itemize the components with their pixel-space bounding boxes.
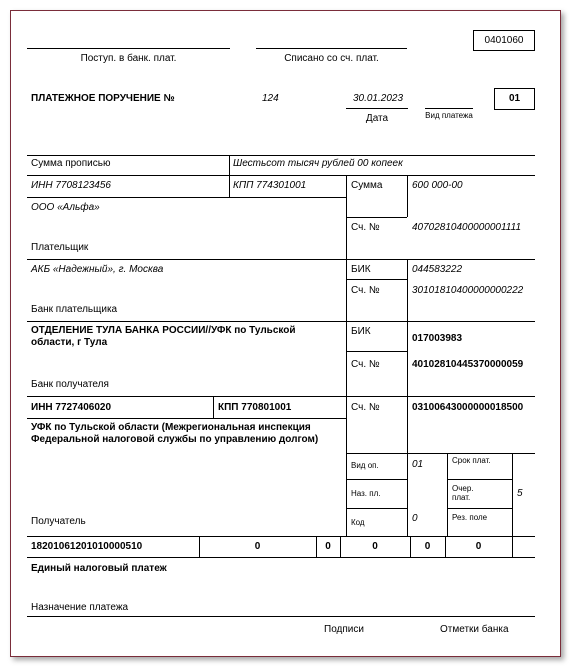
order-label: Очер. плат. [452,484,474,502]
date-label: Дата [365,113,389,124]
payee-inn: ИНН 7727406020 [31,402,112,413]
payer-label: Плательщик [31,242,89,253]
payer-inn: ИНН 7708123456 [31,180,111,191]
rule-tax-6 [512,536,513,557]
status-code: 01 [508,93,521,104]
tax-okato: 0 [254,541,261,552]
purpose-text: Единый налоговый платеж [31,563,167,574]
received-line [27,48,230,49]
rule-payer-inn-bottom [27,197,346,198]
tax-kbk: 18201061201010000510 [31,541,143,552]
bank-marks-label: Отметки банка [440,624,509,635]
rule-col1 [346,175,347,536]
purpose-label: Назначение платежа [31,602,129,613]
form-code: 0401060 [484,35,524,46]
received-label: Поступ. в банк. плат. [80,53,177,64]
payer-bank-label: Банк плательщика [31,304,118,315]
rule-payee-bank-bottom [27,396,535,397]
rule-codes-col3 [447,453,448,536]
rule-codes-top [346,453,535,454]
rule-amount-words-bottom [27,175,535,176]
payee-account-label: Сч. № [351,402,380,413]
payee-bank-account: 40102810445370000059 [412,359,524,370]
payer-bank-account-label: Сч. № [351,285,380,296]
tax-period: 0 [372,541,378,552]
rule-codes-col4 [512,453,513,536]
rule-amount-bottom [346,217,407,218]
rule-codes-row1 [346,479,407,480]
debited-label: Списано со сч. плат. [284,53,379,64]
rule-col2-b [407,259,408,321]
payer-bank-name: АКБ «Надежный», г. Москва [31,264,164,275]
payer-kpp: КПП 774301001 [233,180,307,191]
rule-amount-words-top [27,155,535,156]
tax-doc-number: 0 [424,541,431,552]
payee-bank-bik: 017003983 [412,333,463,344]
rule-tax-top [27,536,535,537]
document-number: 124 [262,93,279,104]
form-code-box [473,30,535,51]
rule-payee-inn-kpp [213,396,214,418]
payer-amount-label: Сумма [351,180,383,191]
rule-payer-bank-bottom [27,321,535,322]
rule-payee-bank-bik-bottom [346,351,407,352]
document-date: 30.01.2023 [352,93,404,104]
payer-account-label: Сч. № [351,222,380,233]
op-type-value: 01 [412,459,424,470]
order-value: 5 [517,488,523,499]
document-title: ПЛАТЕЖНОЕ ПОРУЧЕНИЕ № [31,93,175,104]
signatures-label: Подписи [324,624,364,635]
code-value: 0 [412,513,418,524]
payer-name: ООО «Альфа» [31,202,100,213]
rule-amount-words-sep [229,155,230,175]
purpose-code-label: Наз. пл. [351,489,381,498]
rule-col2-c [407,321,408,453]
rule-col2-a [407,175,408,217]
rule-codes-row2 [346,508,407,509]
rule-payer-bottom [27,259,535,260]
reserve-label: Рез. поле [452,513,488,522]
payer-bank-bik-label: БИК [351,264,371,275]
status-code-box [494,88,535,110]
payee-bank-bik-label: БИК [351,326,371,337]
rule-payer-inn-kpp [229,175,230,197]
payer-account: 40702810400000001111 [412,222,522,233]
debited-line [256,48,407,49]
payee-account: 03100643000000018500 [412,402,524,413]
rule-codes-col2 [407,453,408,536]
rule-codes-row1b [447,479,512,480]
payment-type-line [425,108,473,109]
payment-type-label: Вид платежа [425,111,473,120]
date-line [346,108,408,109]
payee-bank-label: Банк получателя [31,379,109,390]
code-label: Код [351,518,365,527]
op-type-label: Вид оп. [351,461,379,470]
amount-words-label: Сумма прописью [31,158,111,169]
rule-payer-bank-bik-bottom [346,279,407,280]
rule-payee-inn-bottom [27,418,346,419]
payer-amount: 600 000-00 [412,180,463,191]
amount-words-value: Шестьсот тысяч рублей 00 копеек [233,158,403,169]
rule-tax-bottom [27,557,535,558]
tax-basis: 0 [325,541,331,552]
tax-doc-date: 0 [475,541,482,552]
payee-bank-name: ОТДЕЛЕНИЕ ТУЛА БАНКА РОССИИ//УФК по Тульской области, г Тула [31,325,296,348]
payee-kpp: КПП 770801001 [218,402,292,413]
term-label: Срок плат. [452,456,491,465]
payee-label: Получатель [31,516,86,527]
rule-purpose-bottom [27,616,535,617]
payee-name: УФК по Тульской области (Межрегиональная инспекция Федеральной налоговой службы по управлению долгом) [31,422,319,445]
rule-codes-row2b [447,508,512,509]
payee-bank-account-label: Сч. № [351,359,380,370]
payer-bank-bik: 044583222 [412,264,463,275]
payer-bank-account: 30101810400000000222 [412,285,524,296]
